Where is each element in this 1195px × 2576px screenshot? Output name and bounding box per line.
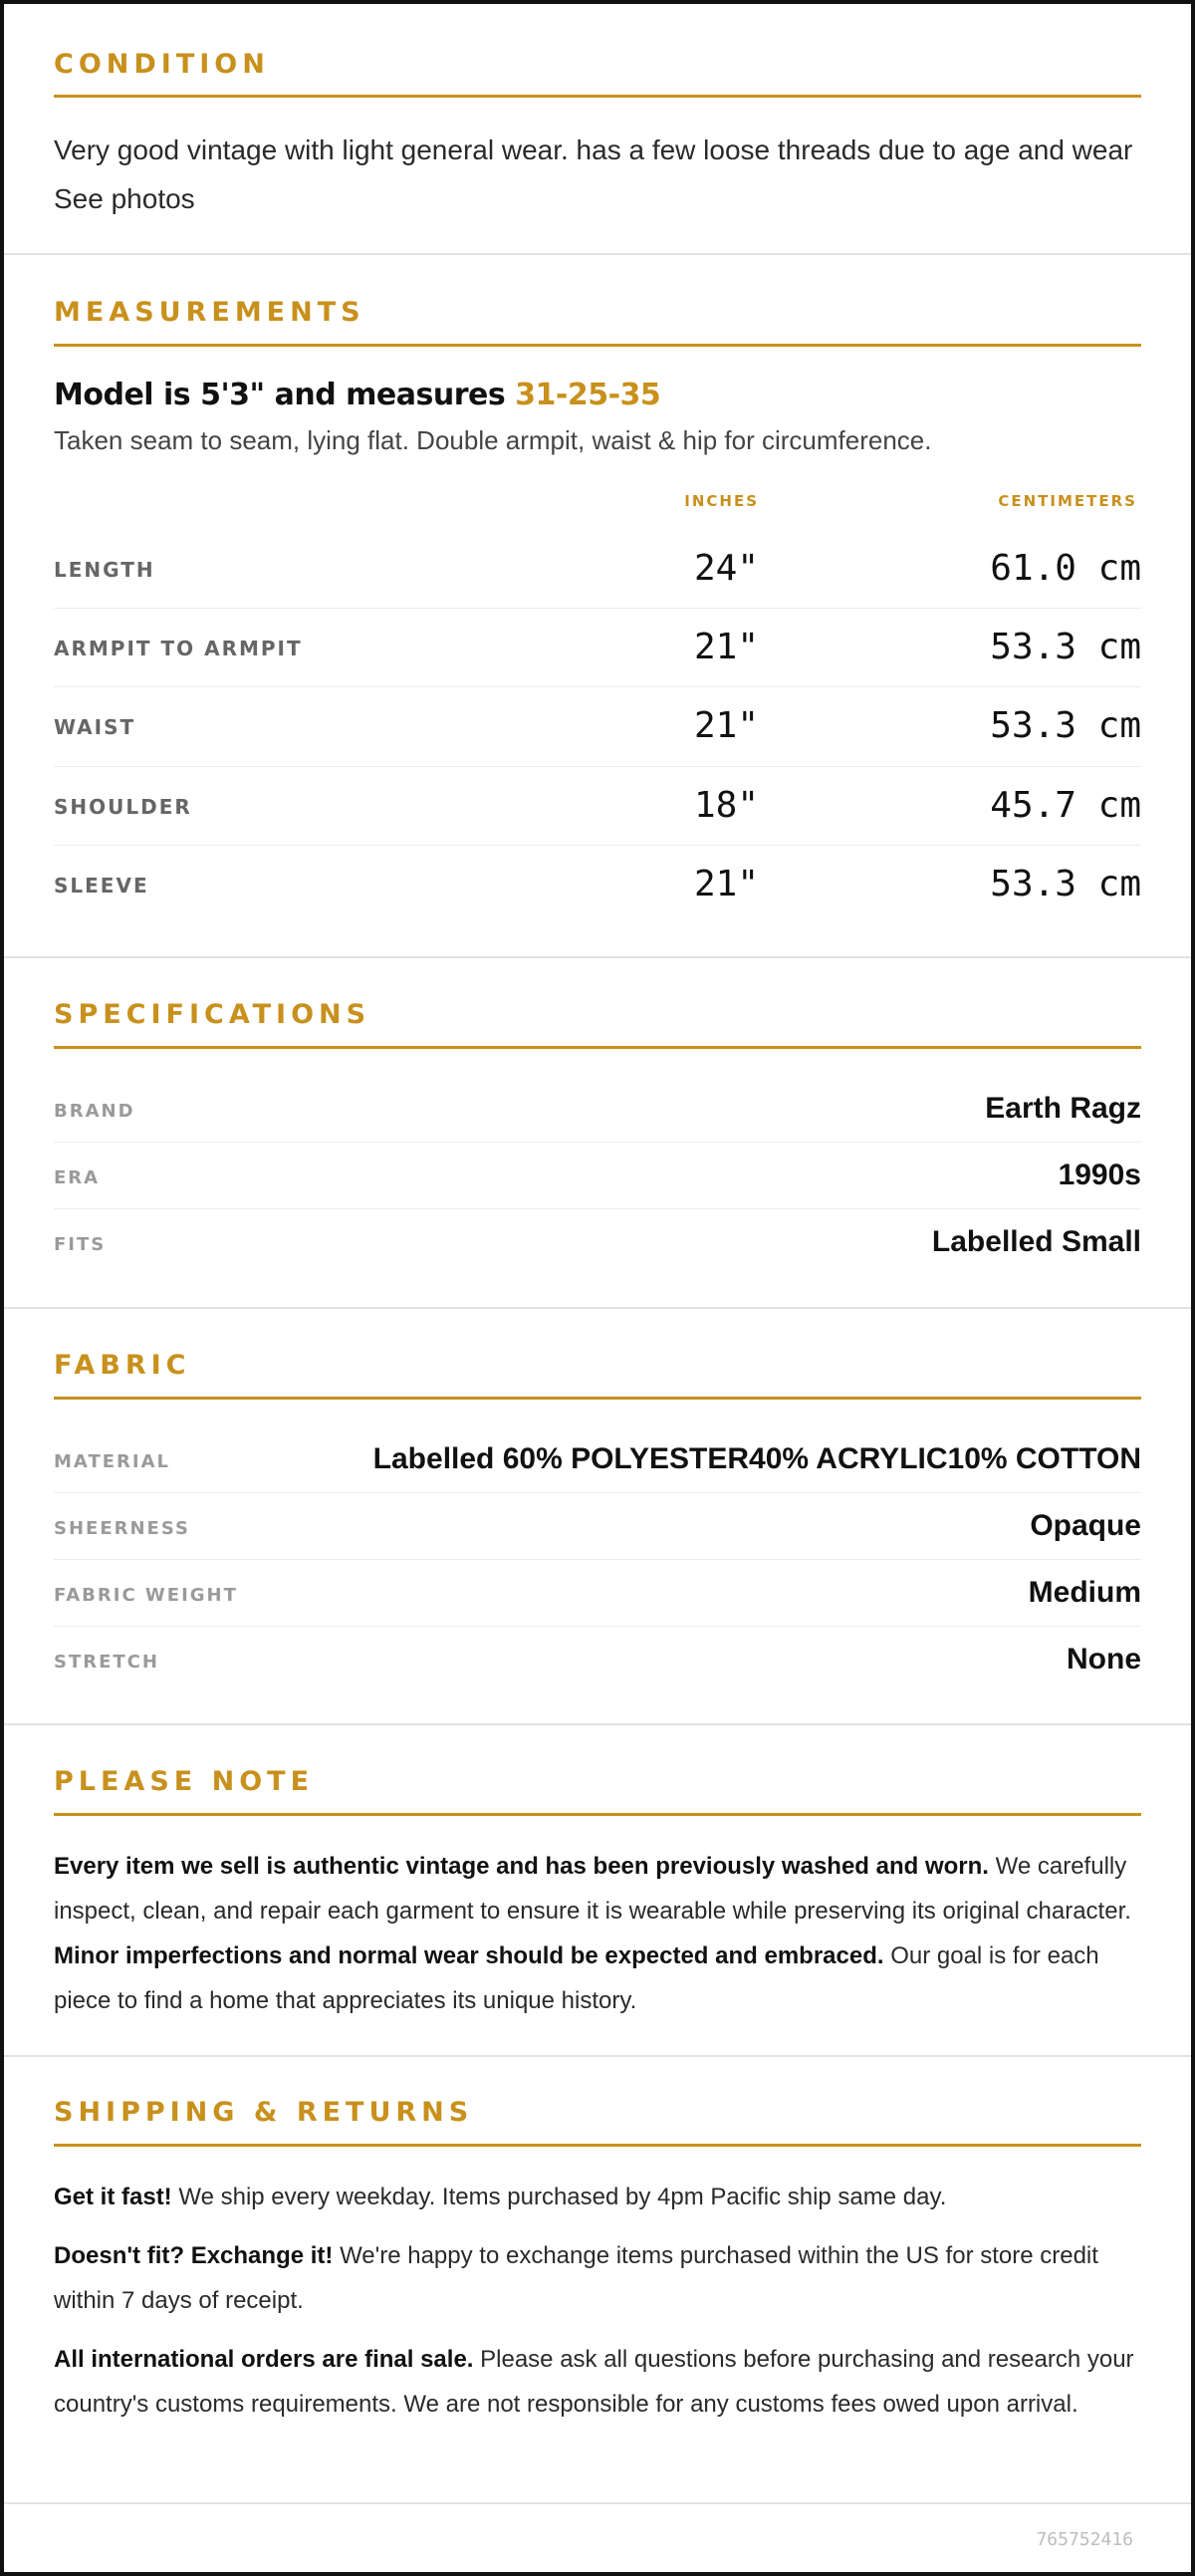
measurement-row-armpit: [54, 609, 1141, 687]
fabric-value: Labelled 60% POLYESTER40% ACRYLIC10% COTTON: [372, 1442, 1141, 1475]
fabric-value: Opaque: [1030, 1509, 1141, 1542]
fabric-label: MATERIAL: [54, 1451, 170, 1472]
fabric-heading: FABRIC: [54, 1350, 191, 1381]
section-divider: [4, 2055, 1191, 2057]
measurement-row-waist: [54, 687, 1141, 766]
fabric-value: Medium: [1028, 1576, 1141, 1609]
measurements-rule: [54, 344, 1141, 347]
shipping-text-3: Please ask all questions before purchasing and research your country's customs requirements. We are not responsible for any customs fees owed upon arrival.: [54, 2346, 1134, 2418]
shipping-bold-1: Get it fast!: [54, 2184, 172, 2210]
shipping-paragraph-2: [54, 2233, 1141, 2323]
measurements-subtext: Taken seam to seam, lying flat. Double armpit, waist & hip for circumference.: [54, 425, 932, 455]
measurement-row-sleeve: [54, 846, 1141, 924]
note-text-1: We carefully inspect, clean, and repair each garment to ensure it is wearable while preserving its original character.: [54, 1853, 1131, 1925]
measurement-label: LENGTH: [54, 558, 155, 582]
condition-rule: [54, 95, 1141, 98]
measurement-inches: 21": [693, 627, 759, 667]
spec-row-brand: [54, 1075, 1141, 1142]
shipping-paragraph-3: [54, 2337, 1141, 2427]
please-note-heading: PLEASE NOTE: [54, 1766, 315, 1797]
please-note-text: [54, 1844, 1141, 2023]
measurement-inches: 21": [693, 864, 759, 904]
fabric-label: SHEERNESS: [54, 1518, 190, 1539]
shipping-bold-3: All international orders are final sale.: [54, 2346, 474, 2373]
col-cm-header: CENTIMETERS: [998, 492, 1137, 510]
fabric-value: None: [1067, 1643, 1141, 1675]
measurement-row-length: [54, 530, 1141, 609]
measurement-label: SHOULDER: [54, 795, 192, 819]
measurement-inches: 24": [693, 548, 759, 589]
measurement-inches: 18": [693, 785, 759, 826]
col-inches-header: INCHES: [684, 492, 759, 510]
section-divider: [4, 1723, 1191, 1725]
spec-value: Earth Ragz: [985, 1092, 1141, 1125]
spec-label: BRAND: [54, 1101, 135, 1122]
measurement-label: ARMPIT TO ARMPIT: [54, 637, 303, 660]
spec-label: FITS: [54, 1234, 107, 1255]
fabric-label: STRETCH: [54, 1652, 159, 1673]
condition-text: Very good vintage with light general wear. has a few loose threads due to age and wear See photos: [54, 134, 1133, 214]
section-divider: [4, 2502, 1191, 2504]
section-divider: [4, 956, 1191, 958]
measurement-row-shoulder: [54, 767, 1141, 846]
measurements-heading: MEASUREMENTS: [54, 297, 365, 328]
note-bold-2: Minor imperfections and normal wear should be expected and embraced.: [54, 1942, 884, 1969]
specifications-rule: [54, 1046, 1141, 1049]
note-text-2: Our goal is for each piece to find a home that appreciates its unique history.: [54, 1942, 1099, 2014]
measurement-cm: 53.3 cm: [990, 627, 1141, 667]
fabric-row-material: [54, 1425, 1141, 1492]
model-info: [54, 378, 660, 412]
measurement-label: SLEEVE: [54, 874, 149, 898]
shipping-text-1: We ship every weekday. Items purchased by 4pm Pacific ship same day.: [171, 2184, 947, 2210]
measurement-cm: 53.3 cm: [990, 864, 1141, 904]
model-prefix: Model is 5'3" and measures: [54, 378, 506, 412]
specifications-heading: SPECIFICATIONS: [54, 999, 371, 1030]
shipping-rule: [54, 2144, 1141, 2147]
fabric-rule: [54, 1397, 1141, 1400]
measurement-inches: 21": [693, 705, 759, 746]
section-divider: [4, 1307, 1191, 1309]
spec-row-fits: [54, 1208, 1141, 1275]
shipping-text-2: We're happy to exchange items purchased within the US for store credit within 7 days of receipt.: [54, 2242, 1098, 2314]
section-divider: [4, 253, 1191, 255]
measurement-cm: 53.3 cm: [990, 705, 1141, 746]
shipping-bold-2: Doesn't fit? Exchange it!: [54, 2242, 334, 2269]
shipping-paragraph-1: [54, 2175, 1141, 2219]
model-measures: 31-25-35: [515, 378, 661, 412]
fabric-row-sheerness: [54, 1492, 1141, 1559]
note-bold-1: Every item we sell is authentic vintage and has been previously washed and worn.: [54, 1853, 989, 1880]
shipping-heading: SHIPPING & RETURNS: [54, 2097, 474, 2128]
measurement-cm: 45.7 cm: [990, 785, 1141, 826]
measurement-cm: 61.0 cm: [990, 548, 1141, 589]
spec-value: 1990s: [1058, 1159, 1141, 1191]
fabric-label: FABRIC WEIGHT: [54, 1585, 238, 1606]
spec-value: Labelled Small: [931, 1225, 1141, 1258]
item-id: 765752416: [1036, 2529, 1133, 2550]
condition-heading: CONDITION: [54, 49, 270, 80]
please-note-rule: [54, 1813, 1141, 1816]
spec-label: ERA: [54, 1167, 101, 1188]
fabric-row-stretch: [54, 1626, 1141, 1692]
fabric-row-weight: [54, 1559, 1141, 1626]
measurement-label: WAIST: [54, 715, 136, 739]
spec-row-era: [54, 1142, 1141, 1208]
